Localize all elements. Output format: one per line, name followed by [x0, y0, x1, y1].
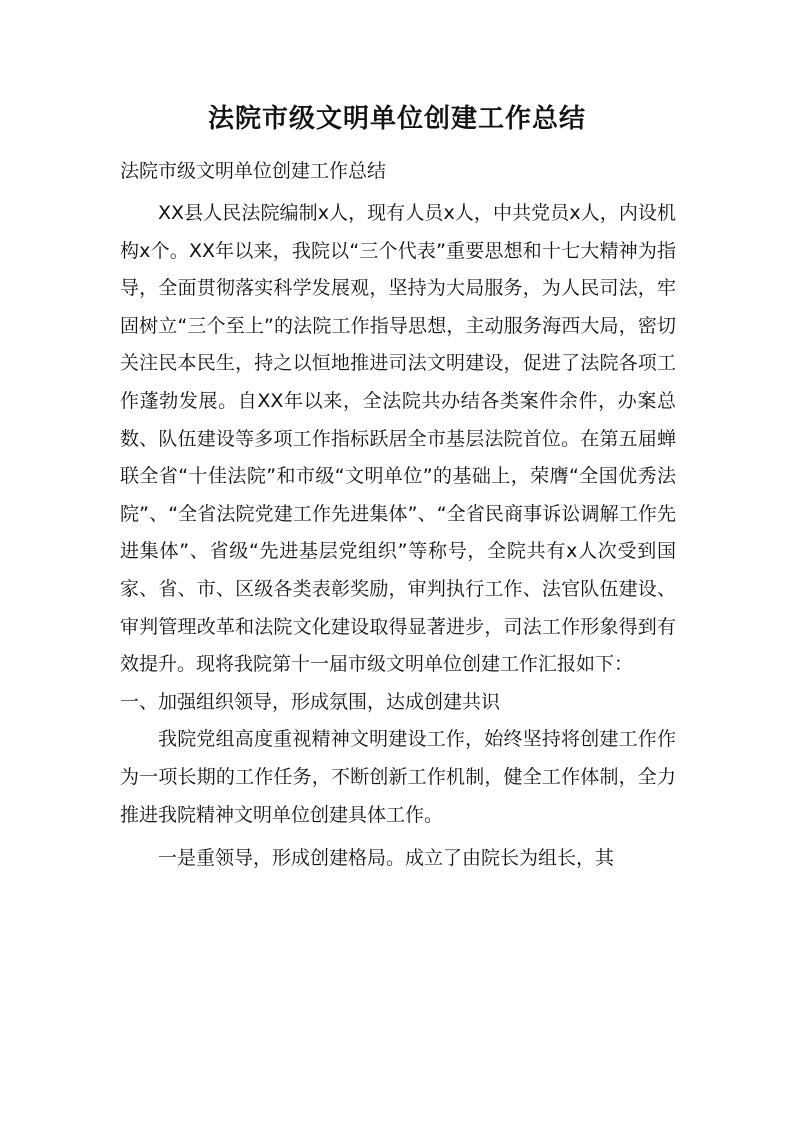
intro-paragraph: XX县人民法院编制x人，现有人员x人，中共党员x人，内设机构x个。XX年以来，我院以“三个代表”重要思想和十七大精神为指导，全面贯彻落实科学发展观，坚持为大局服务，为人民司法，牢固树立“三个至上”的法院工作指导思想，主动服务海西大局，密切关注民本民生，持之以恒地推进司法文明建设，促进了法院各项工作蓬勃发展。自XX年以来，全法院共办结各类案件余件，办案总数、队伍建设等多项工作指标跃居全市基层法院首位。在第五届蝉联全省“十佳法院”和市级“文明单位”的基础上，荣膺“全国优秀法院”、“全省法院党建工作先进集体”、“全省民商事诉讼调解工作先进集体”、省级“先进基层党组织”等称号，全院共有x人次受到国家、省、市、区级各类表彰奖励，审判执行工作、法官队伍建设、审判管理改革和法院文化建设取得显著进步，司法工作形象得到有效提升。现将我院第十一届市级文明单位创建工作汇报如下：	[120, 202, 676, 676]
document-title: 法院市级文明单位创建工作总结	[207, 104, 586, 134]
document-body	[120, 195, 676, 878]
document-subtitle: 法院市级文明单位创建工作总结	[120, 160, 387, 182]
section-1-item-1: 一是重领导，形成创建格局。成立了由院长为组长，其	[158, 847, 615, 870]
section-heading-1: 一、加强组织领导，形成氛围，达成创建共识	[120, 690, 501, 713]
section-1-paragraph: 我院党组高度重视精神文明建设工作，始终坚持将创建工作作为一项长期的工作任务，不断创新工作机制，健全工作体制，全力推进我院精神文明单位创建具体工作。	[120, 728, 676, 826]
